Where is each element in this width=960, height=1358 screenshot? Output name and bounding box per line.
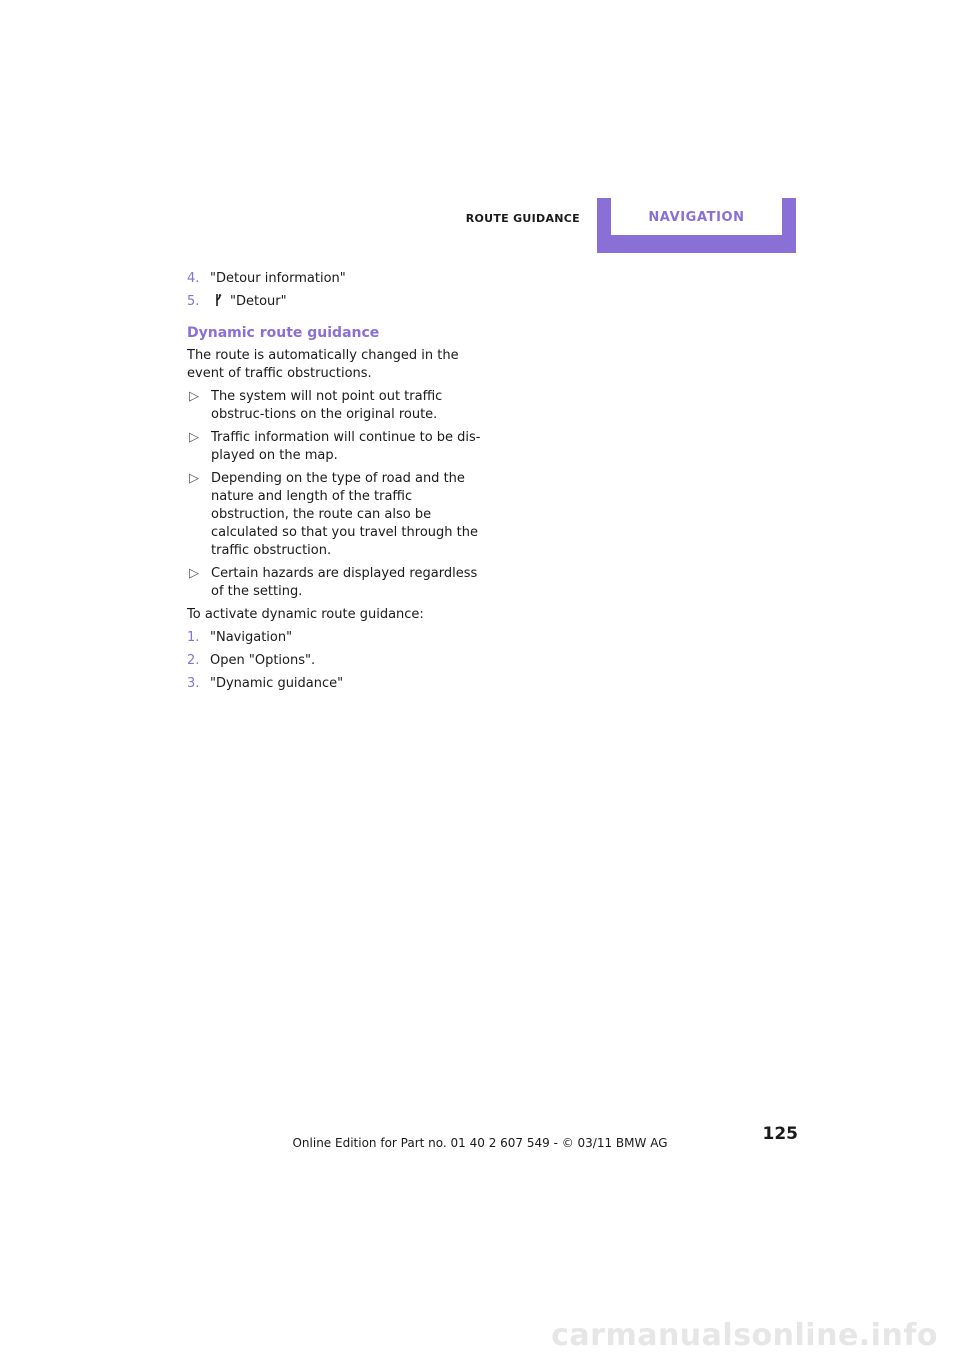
step-text: "Dynamic guidance" xyxy=(210,676,344,691)
main-content xyxy=(187,270,487,698)
step-number: 3. xyxy=(187,676,200,691)
step-item xyxy=(187,293,487,311)
step-number: 4. xyxy=(187,271,200,286)
step-number: 5. xyxy=(187,294,200,309)
step-number: 1. xyxy=(187,630,200,645)
step-item xyxy=(187,270,487,288)
page-number: 125 xyxy=(762,1124,798,1144)
list-item xyxy=(187,470,487,560)
bullet-arrow-icon: ▷ xyxy=(189,566,199,581)
footer-text: Online Edition for Part no. 01 40 2 607 549 - © 03/11 BMW AG xyxy=(292,1136,668,1150)
detour-icon xyxy=(210,293,224,307)
bullet-arrow-icon: ▷ xyxy=(189,430,199,445)
step-text: "Detour information" xyxy=(210,271,346,286)
list-item-text: Certain hazards are displayed regardless of the setting. xyxy=(211,566,478,599)
list-item-text: Traffic information will continue to be dis-played on the map. xyxy=(211,430,481,463)
watermark: carmanualsonline.info xyxy=(551,1318,938,1353)
chapter-tab xyxy=(597,198,796,253)
activate-paragraph: To activate dynamic route guidance: xyxy=(187,607,424,622)
step-text: "Navigation" xyxy=(210,630,293,645)
step-item xyxy=(187,652,487,670)
list-item-text: The system will not point out traffic obstruc-tions on the original route. xyxy=(211,389,443,422)
step-text: Open "Options". xyxy=(210,653,316,668)
list-item xyxy=(187,388,487,424)
step-item xyxy=(187,675,487,693)
step-number: 2. xyxy=(187,653,200,668)
bullet-arrow-icon: ▷ xyxy=(189,471,199,486)
list-item xyxy=(187,429,487,465)
list-item xyxy=(187,565,487,601)
step-item xyxy=(187,629,487,647)
list-item-text: Depending on the type of road and the nature and length of the traffic obstruction, the route can also be calculated so that you travel through the traffic obstruction. xyxy=(211,471,478,558)
section-title: Dynamic route guidance xyxy=(187,325,380,341)
chapter-tab-label: NAVIGATION xyxy=(611,198,782,235)
step-text: "Detour" xyxy=(230,294,287,309)
intro-paragraph: The route is automatically changed in the event of traffic obstructions. xyxy=(187,348,459,381)
bullet-arrow-icon: ▷ xyxy=(189,389,199,404)
section-header: ROUTE GUIDANCE xyxy=(465,212,580,225)
